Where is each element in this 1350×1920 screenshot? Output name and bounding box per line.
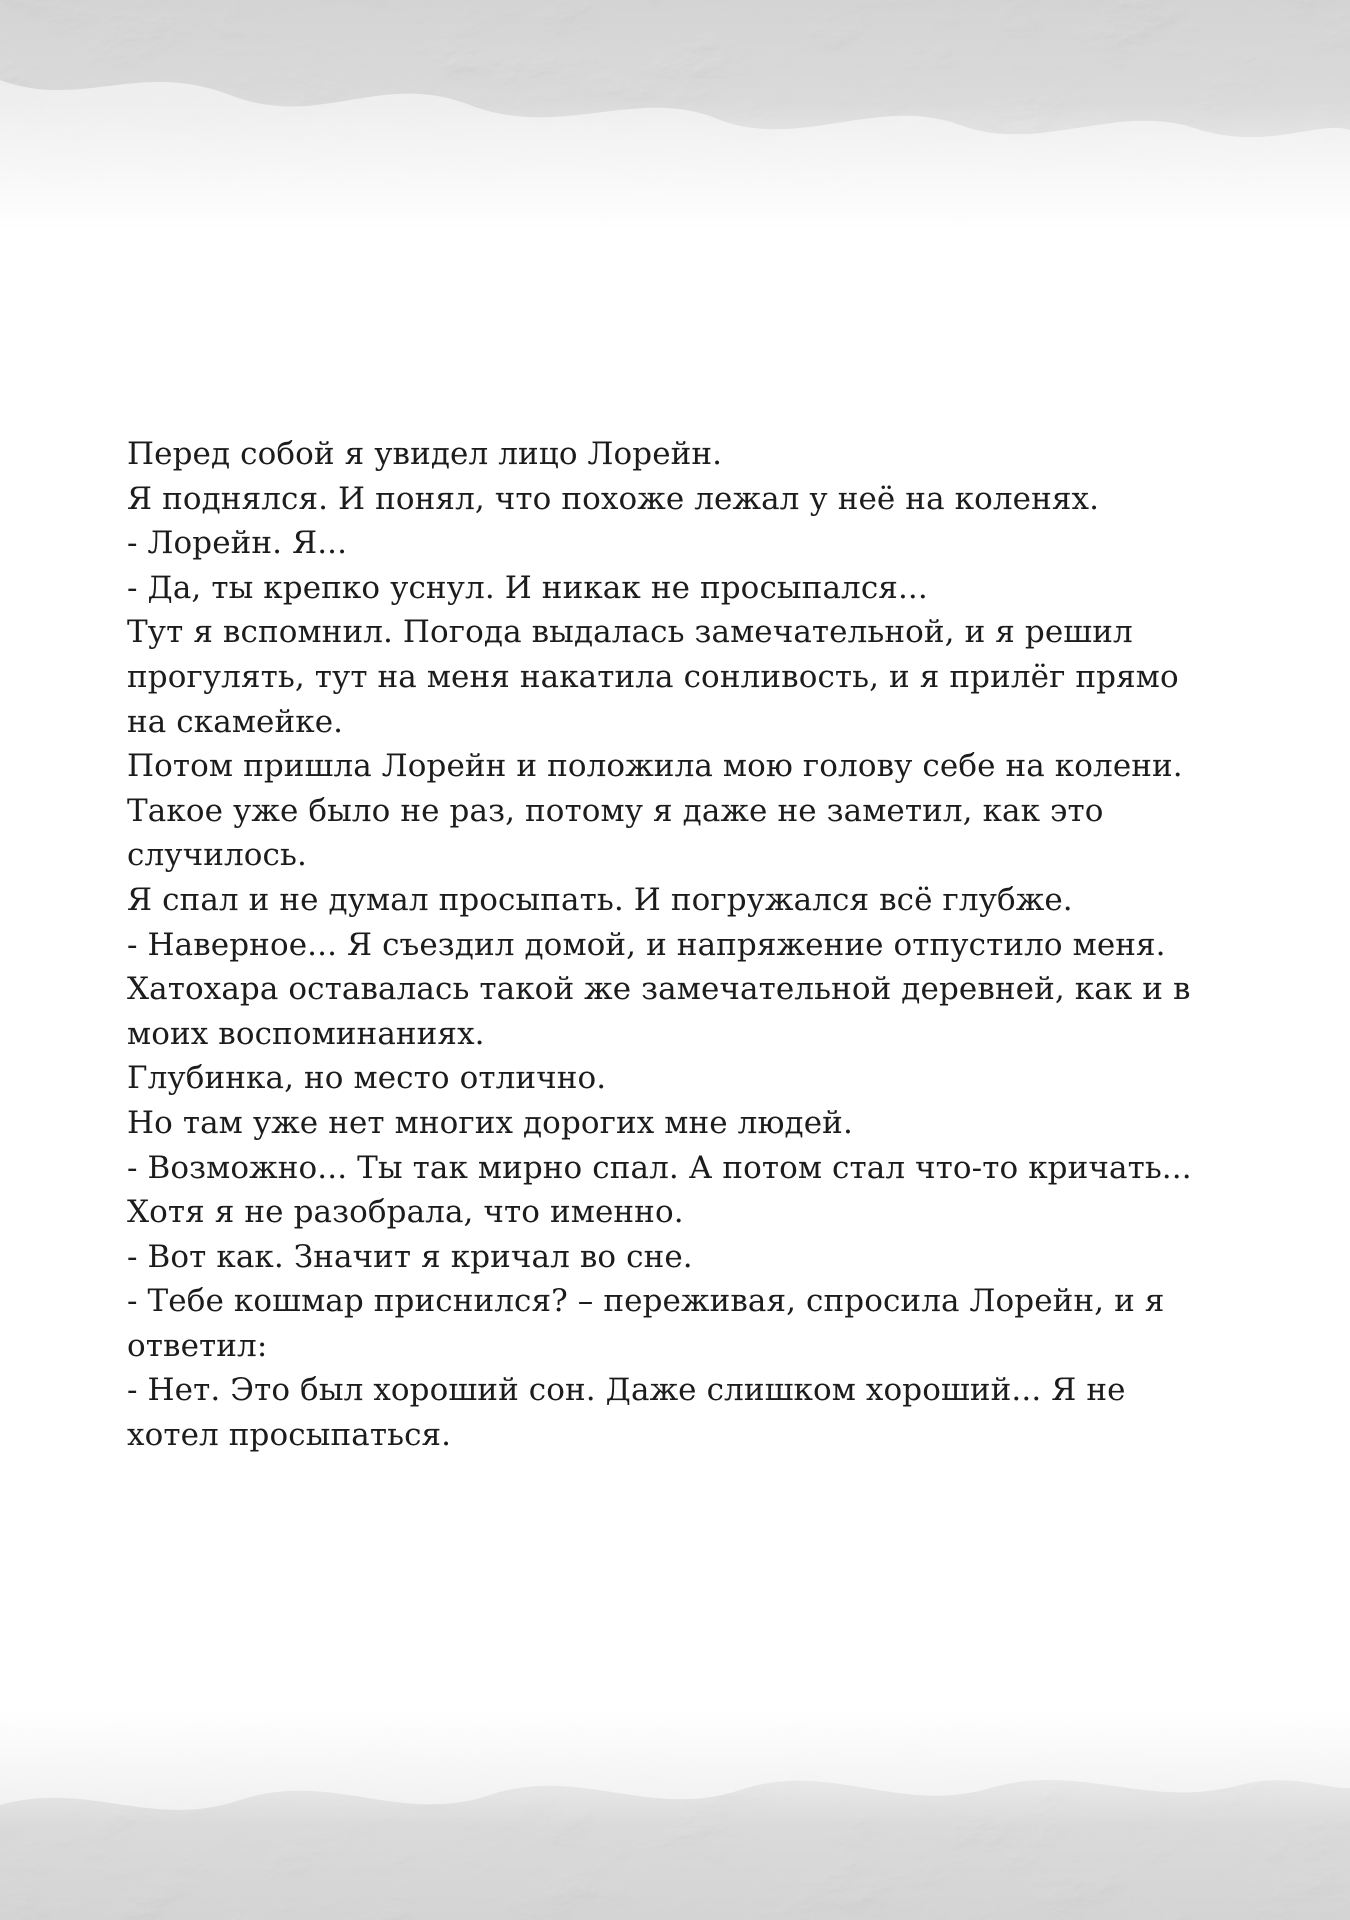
text-line: Хотя я не разобрала, что именно. xyxy=(127,1194,684,1231)
text-line: Я спал и не думал просыпать. И погружался всё глубже. xyxy=(127,881,1073,918)
text-line: Перед собой я увидел лицо Лорейн. xyxy=(127,436,723,472)
text-line: Но там уже нет многих дорогих мне людей. xyxy=(127,1104,853,1141)
page-text xyxy=(127,432,1227,1458)
text-line: Тут я вспомнил. Погода выдалась замечательной, и я решил xyxy=(127,614,1133,651)
text-line: моих воспоминаниях. xyxy=(127,1015,485,1052)
text-line: Глубинка, но место отлично. xyxy=(127,1060,607,1097)
text-line: прогулять, тут на меня накатила сонливость, и я прилёг прямо xyxy=(127,658,1179,695)
text-line: Потом пришла Лорейн и положила мою голову себе на колени. xyxy=(127,748,1183,785)
text-line: - Вот как. Значит я кричал во сне. xyxy=(127,1238,693,1275)
text-line: Такое уже было не раз, потому я даже не заметил, как это xyxy=(127,792,1104,829)
text-line: ответил: xyxy=(127,1327,268,1364)
text-line: хотел просыпаться. xyxy=(127,1417,452,1454)
text-line: Хатохара оставалась такой же замечательной деревней, как и в xyxy=(127,971,1191,1008)
top-stone-border xyxy=(0,0,1350,230)
text-line: случилось. xyxy=(127,837,307,874)
text-line: - Лорейн. Я... xyxy=(127,525,348,562)
text-line: - Нет. Это был хороший сон. Даже слишком хороший... Я не xyxy=(127,1372,1126,1409)
bottom-stone-border xyxy=(0,1710,1350,1920)
text-line: - Да, ты крепко уснул. И никак не просыпался... xyxy=(127,569,928,606)
text-line: - Тебе кошмар приснился? – переживая, спросила Лорейн, и я xyxy=(127,1283,1165,1320)
text-line: Я поднялся. И понял, что похоже лежал у неё на коленях. xyxy=(127,480,1100,517)
text-line: - Наверное... Я съездил домой, и напряжение отпустило меня. xyxy=(127,926,1166,963)
text-line: - Возможно... Ты так мирно спал. А потом стал что-то кричать... xyxy=(127,1149,1192,1186)
text-line: на скамейке. xyxy=(127,703,344,740)
